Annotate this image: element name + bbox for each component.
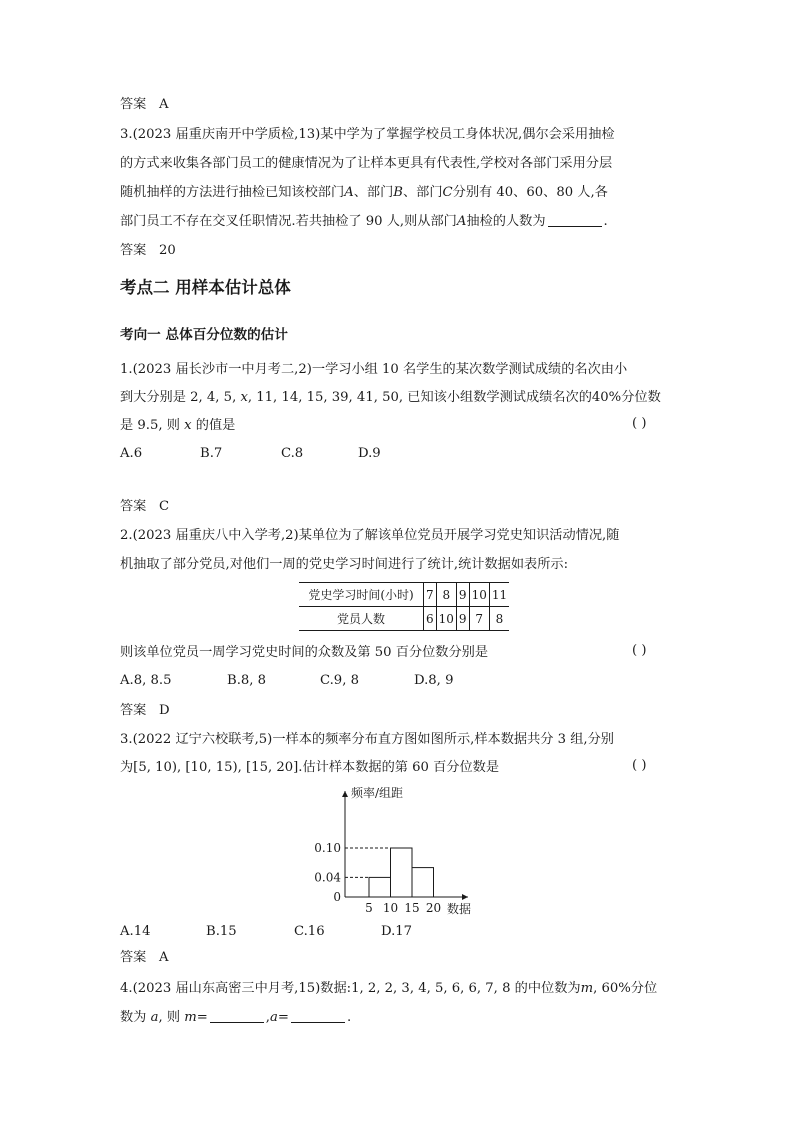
text-span: , 11, 14, 15, 39, 41, 50, 已知该小组数学测试成绩名次的40%分位数 <box>247 390 661 405</box>
option-b: B.7 <box>200 446 223 461</box>
x-tick-label: 5 <box>365 901 373 915</box>
answer-paren: ( ) <box>632 416 647 431</box>
y-tick-label: 0.04 <box>314 870 341 885</box>
variable: m <box>580 981 594 996</box>
option-a: A.8, 8.5 <box>120 673 172 688</box>
x-axis-label: 数据 <box>447 902 472 916</box>
answer-label: 答案 <box>120 499 147 514</box>
answer-value: A <box>158 950 169 965</box>
statistics-table <box>299 582 509 631</box>
table-cell: 7 <box>424 583 437 607</box>
answer-blank-m <box>210 1008 264 1023</box>
text-span: 、部门 <box>402 185 443 200</box>
variable: A <box>456 214 467 229</box>
text-span: . <box>603 214 608 229</box>
table-cell: 8 <box>489 607 509 631</box>
option-a: A.14 <box>120 924 151 939</box>
question-text: 则该单位党员一周学习党史时间的众数及第 50 百分位数分别是 <box>120 645 489 660</box>
answer-label: 答案 <box>120 703 147 718</box>
table-header-cell: 党史学习时间(小时) <box>299 583 424 607</box>
text-span: , <box>265 1010 270 1025</box>
text-span: 到大分别是 2, 4, 5, <box>120 390 241 405</box>
table-cell: 10 <box>436 607 456 631</box>
option-c: C.9, 8 <box>320 673 359 688</box>
y-tick-label: 0.10 <box>314 841 341 855</box>
text-span: 抽检的人数为 <box>466 214 546 229</box>
variable: x <box>184 418 192 433</box>
text-span: = <box>196 1010 208 1025</box>
x-axis-arrow <box>462 894 468 900</box>
answer-line <box>120 241 176 261</box>
answer-value: C <box>158 499 170 514</box>
question-text <box>120 388 661 408</box>
question-text <box>120 416 235 436</box>
answer-label: 答案 <box>120 950 147 965</box>
option-d: D.17 <box>381 924 413 939</box>
table-header-cell: 党员人数 <box>299 607 424 631</box>
variable: A <box>344 185 354 200</box>
text-span: 分别有 40、60、80 人,各 <box>452 185 608 200</box>
text-span: , 60%分位 <box>593 981 658 996</box>
text-span: , 则 <box>158 1010 185 1025</box>
variable: B <box>393 185 403 200</box>
question-text <box>120 183 608 203</box>
option-d: D.8, 9 <box>414 673 454 688</box>
answer-blank <box>548 212 602 227</box>
subsection-title: 考向一 总体百分位数的估计 <box>120 327 288 343</box>
x-tick-label: 15 <box>404 901 420 915</box>
answer-line <box>120 497 169 517</box>
text-span: 数为 <box>120 1010 151 1025</box>
question-text: 的方式来收集各部门员工的健康情况为了让样本更具有代表性,学校对各部门采用分层 <box>120 156 613 171</box>
x-tick-label: 10 <box>382 901 399 915</box>
question-text <box>120 1008 351 1028</box>
answer-value: 20 <box>158 243 176 258</box>
y-tick-label: 0 <box>333 890 341 904</box>
answer-label: 答案 <box>120 97 147 112</box>
answer-value: D <box>158 703 170 718</box>
question-text <box>120 979 657 999</box>
answer-line <box>120 948 168 968</box>
text-span: 部门员工不存在交叉任职情况.若共抽检了 90 人,则从部门 <box>120 214 457 229</box>
answer-label: 答案 <box>120 243 147 258</box>
answer-paren: ( ) <box>632 643 647 658</box>
answer-line <box>120 701 170 721</box>
table-row <box>299 607 509 631</box>
question-text <box>120 212 608 232</box>
x-tick-label: 20 <box>425 901 442 915</box>
question-text: 机抽取了部分党员,对他们一周的党史学习时间进行了统计,统计数据如表所示: <box>120 557 569 572</box>
question-text: 3.(2022 辽宁六校联考,5)一样本的频率分布直方图如图所示,样本数据共分 3 组,分别 <box>120 732 614 747</box>
table-row <box>299 583 509 607</box>
text-span: 的值是 <box>191 418 236 433</box>
answer-blank-a <box>291 1008 345 1023</box>
answer-paren: ( ) <box>632 758 647 773</box>
text-span: 4.(2023 届山东高密三中月考,15)数据:1, 2, 2, 3, 4, 5, 6, 6, 7, 8 的中位数为 <box>120 981 581 996</box>
table-cell: 9 <box>456 607 469 631</box>
option-c: C.8 <box>281 446 304 461</box>
option-b: B.8, 8 <box>227 673 267 688</box>
y-axis-label: 频率/组距 <box>351 786 404 800</box>
histogram-chart <box>300 783 490 918</box>
text-span: 随机抽样的方法进行抽检已知该校部门 <box>120 185 345 200</box>
variable: a <box>270 1010 278 1025</box>
table-cell: 6 <box>424 607 437 631</box>
answer-line <box>120 95 168 115</box>
histogram-bar <box>391 848 413 897</box>
y-axis-arrow <box>342 791 348 797</box>
text-span: = <box>277 1010 289 1025</box>
variable: a <box>150 1010 159 1025</box>
question-text: 2.(2023 届重庆八中入学考,2)某单位为了解该单位党员开展学习党史知识活动情况,随 <box>120 528 620 543</box>
variable: m <box>184 1010 197 1025</box>
option-a: A.6 <box>120 446 143 461</box>
answer-value: A <box>158 97 169 112</box>
text-span: 是 9.5, 则 <box>120 418 185 433</box>
table-cell: 10 <box>469 583 489 607</box>
table-cell: 7 <box>469 607 489 631</box>
table-cell: 11 <box>489 583 509 607</box>
variable: x <box>240 390 248 405</box>
option-d: D.9 <box>358 446 381 461</box>
table-cell: 8 <box>436 583 456 607</box>
table-cell: 9 <box>456 583 469 607</box>
histogram-bar <box>369 877 391 897</box>
histogram-bar <box>412 868 434 897</box>
question-text: 为[5, 10), [10, 15), [15, 20].估计样本数据的第 60 百分位数是 <box>120 760 500 775</box>
option-c: C.16 <box>294 924 325 939</box>
variable: C <box>442 185 453 200</box>
text-span: 、部门 <box>353 185 394 200</box>
text-span: . <box>346 1010 352 1025</box>
question-text: 1.(2023 届长沙市一中月考二,2)一学习小组 10 名学生的某次数学测试成绩的名次由小 <box>120 362 628 377</box>
option-b: B.15 <box>206 924 237 939</box>
section-title: 考点二 用样本估计总体 <box>120 278 291 297</box>
question-text: 3.(2023 届重庆南开中学质检,13)某中学为了掌握学校员工身体状况,偶尔会采用抽检 <box>120 127 615 142</box>
